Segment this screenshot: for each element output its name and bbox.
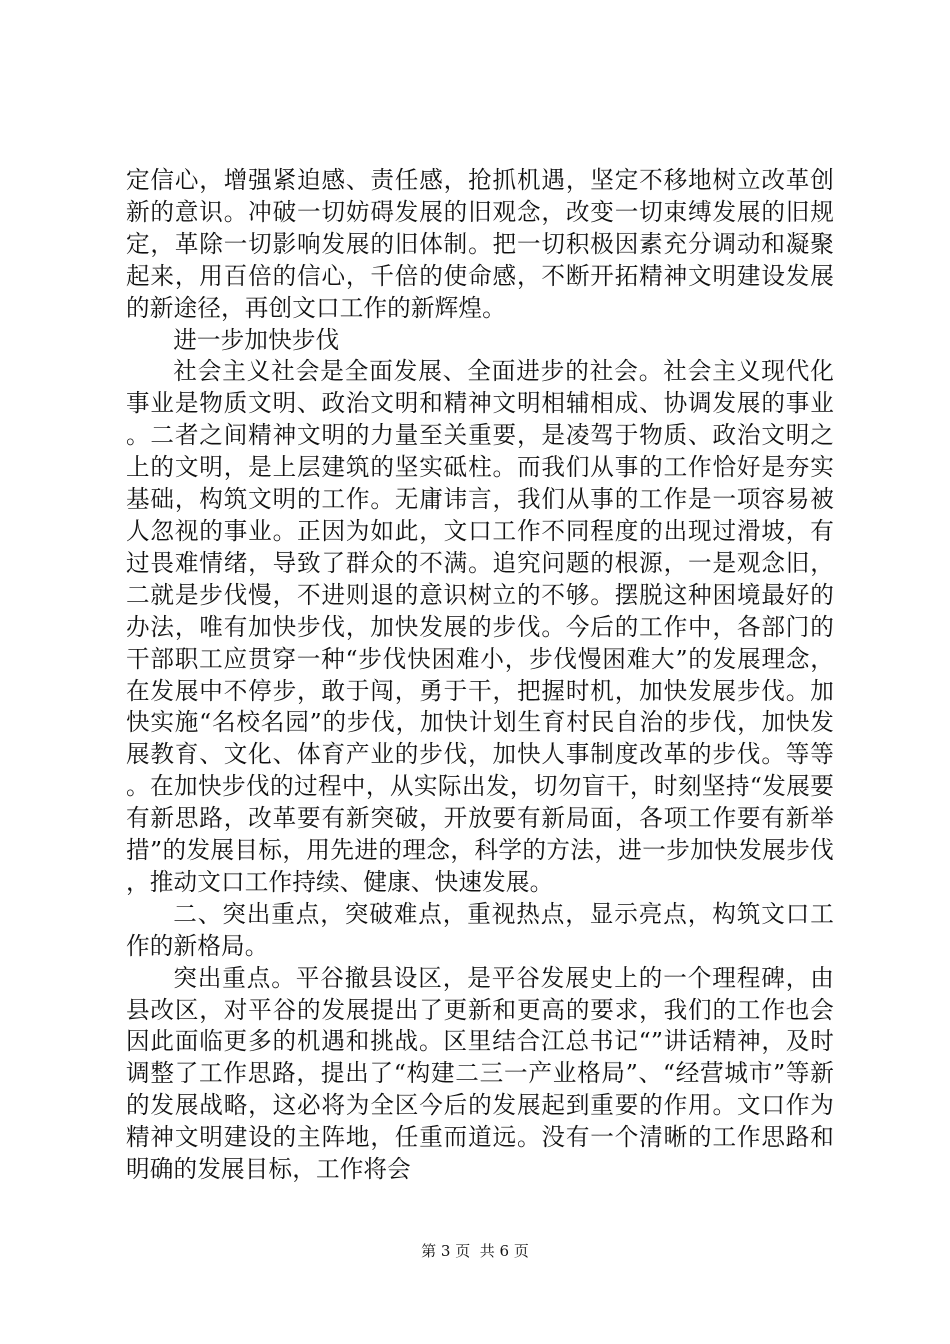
document-body [126,165,834,1186]
paragraph-5: 突出重点。平谷撤县设区，是平谷发展史上的一个理程碑，由县改区，对平谷的发展提出了更新和更高的要求，我们的工作也会因此面临更多的机遇和挑战。区里结合江总书记“”讲话精神，及时调整了工作思路，提出了“构建二三一产业格局”、“经营城市”等新的发展战略，这必将为全区今后的发展起到重要的作用。文口作为精神文明建设的主阵地，任重而道远。没有一个清晰的工作思路和明确的发展目标，工作将会 [126,963,834,1184]
paragraph-1: 定信心，增强紧迫感、责任感，抢抓机遇，坚定不移地树立改革创新的意识。冲破一切妨碍发展的旧观念，改变一切束缚发展的旧规定，革除一切影响发展的旧体制。把一切积极因素充分调动和凝聚起来，用百倍的信心，千倍的使命感，不断开拓精神文明建设发展的新途径，再创文口工作的新辉煌。 [126,166,834,322]
paragraph-3: 社会主义社会是全面发展、全面进步的社会。社会主义现代化事业是物质文明、政治文明和精神文明相辅相成、协调发展的事业。二者之间精神文明的力量至关重要，是凌驾于物质、政治文明之上的文明，是上层建筑的坚实砥柱。而我们从事的工作恰好是夯实基础，构筑文明的工作。无庸讳言，我们从事的工作是一项容易被人忽视的事业。正因为如此，文口工作不同程度的出现过滑坡，有过畏难情绪，导致了群众的不满。追究问题的根源，一是观念旧，二就是步伐慢，不进则退的意识树立的不够。摆脱这种困境最好的办法，唯有加快步伐，加快发展的步伐。今后的工作中，各部门的干部职工应贯穿一种“步伐快困难小，步伐慢困难大”的发展理念，在发展中不停步，敢于闯，勇于干，把握时机，加快发展步伐。加快实施“名校名园”的步伐，加快计划生育村民自治的步伐，加快发展教育、文化、体育产业的步伐，加快人事制度改革的步伐。等等。在加快步伐的过程中，从实际出发，切勿盲干，时刻坚持“发展要有新思路，改革要有新突破，开放要有新局面，各项工作要有新举措”的发展目标，用先进的理念，科学的方法，进一步加快发展步伐，推动文口工作持续、健康、快速发展。 [126,357,834,896]
section-heading-two: 二、突出重点，突破难点，重视热点，显示亮点，构筑文口工作的新格局。 [126,899,834,960]
section-heading-speed-up: 进一步加快步伐 [173,325,340,354]
page-number-footer: 第 3 页 共 6 页 [421,1242,529,1260]
